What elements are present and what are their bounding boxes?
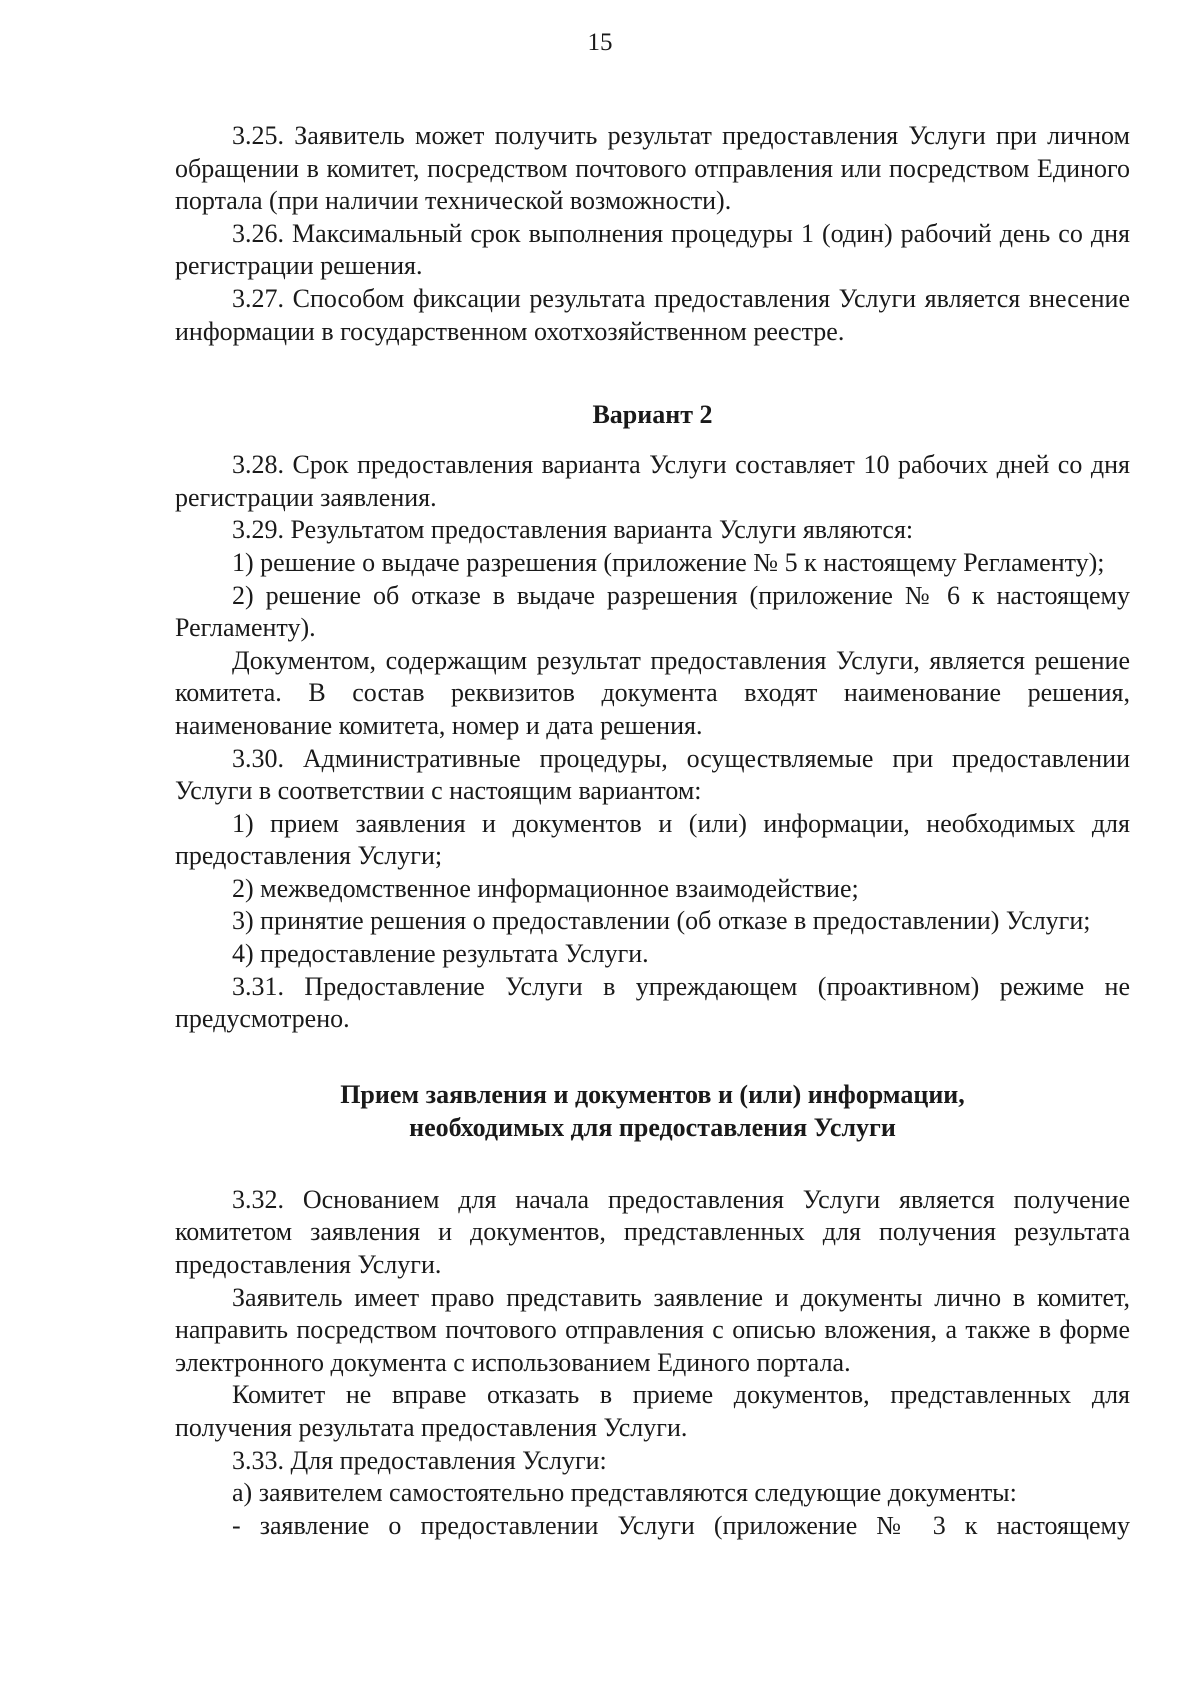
paragraph-applicant-right: Заявитель имеет право представить заявление и документы лично в комитет, направить посредством почтового отправления с описью вложения, а также в форме электронного документа с использованием Единого портала. xyxy=(175,1282,1130,1377)
list-item-result-2: 2) решение об отказе в выдаче разрешения (приложение № 6 к настоящему Регламенту). xyxy=(175,580,1130,643)
paragraph-result-document: Документом, содержащим результат предоставления Услуги, является решение комитета. В состав реквизитов документа входят наименование решения, наименование комитета, номер и дата решения. xyxy=(175,645,1130,740)
heading-reception-line-1: Прием заявления и документов и (или) информации, xyxy=(340,1079,965,1109)
heading-variant-2: Вариант 2 xyxy=(592,400,713,430)
paragraph-3-29: 3.29. Результатом предоставления варианта Услуги являются: xyxy=(232,515,914,545)
document-body xyxy=(175,120,1130,1542)
paragraph-3-27: 3.27. Способом фиксации результата предоставления Услуги является внесение информации в государственном охотхозяйственном реестре. xyxy=(175,283,1130,346)
list-item-applicant-documents: а) заявителем самостоятельно представляются следующие документы: xyxy=(232,1478,1017,1508)
paragraph-3-28: 3.28. Срок предоставления варианта Услуги составляет 10 рабочих дней со дня регистрации заявления. xyxy=(175,450,1130,512)
list-item-procedure-1: 1) прием заявления и документов и (или) информации, необходимых для предоставления Услуги; xyxy=(175,808,1130,871)
paragraph-3-26: 3.26. Максимальный срок выполнения процедуры 1 (один) рабочий день со дня регистрации решения. xyxy=(175,218,1130,281)
heading-reception xyxy=(175,1078,1130,1144)
page-number: 15 xyxy=(587,29,613,56)
list-item-result-1: 1) решение о выдаче разрешения (приложение № 5 к настоящему Регламенту); xyxy=(232,547,1105,577)
list-item-application: - заявление о предоставлении Услуги (приложение № 3 к настоящему xyxy=(232,1510,1130,1540)
list-item-procedure-3: 3) принятие решения о предоставлении (об отказе в предоставлении) Услуги; xyxy=(232,906,1091,936)
list-item-procedure-4: 4) предоставление результата Услуги. xyxy=(232,939,649,969)
paragraph-3-33: 3.33. Для предоставления Услуги: xyxy=(232,1445,607,1475)
heading-reception-line-2: необходимых для предоставления Услуги xyxy=(409,1112,896,1142)
list-item-procedure-2: 2) межведомственное информационное взаимодействие; xyxy=(232,873,859,903)
paragraph-3-32: 3.32. Основанием для начала предоставления Услуги является получение комитетом заявления и документов, представленных для получения результата предоставления Услуги. xyxy=(175,1184,1130,1280)
paragraph-3-30: 3.30. Административные процедуры, осуществляемые при предоставлении Услуги в соответствии с настоящим вариантом: xyxy=(175,743,1130,806)
paragraph-3-31: 3.31. Предоставление Услуги в упреждающем (проактивном) режиме не предусмотрено. xyxy=(175,971,1130,1034)
paragraph-3-25: 3.25. Заявитель может получить результат предоставления Услуги при личном обращении в комитет, посредством почтового отправления или посредством Единого портала (при наличии технической возможности). xyxy=(175,121,1130,216)
paragraph-committee-no-refusal: Комитет не вправе отказать в приеме документов, представленных для получения результата предоставления Услуги. xyxy=(175,1380,1130,1442)
